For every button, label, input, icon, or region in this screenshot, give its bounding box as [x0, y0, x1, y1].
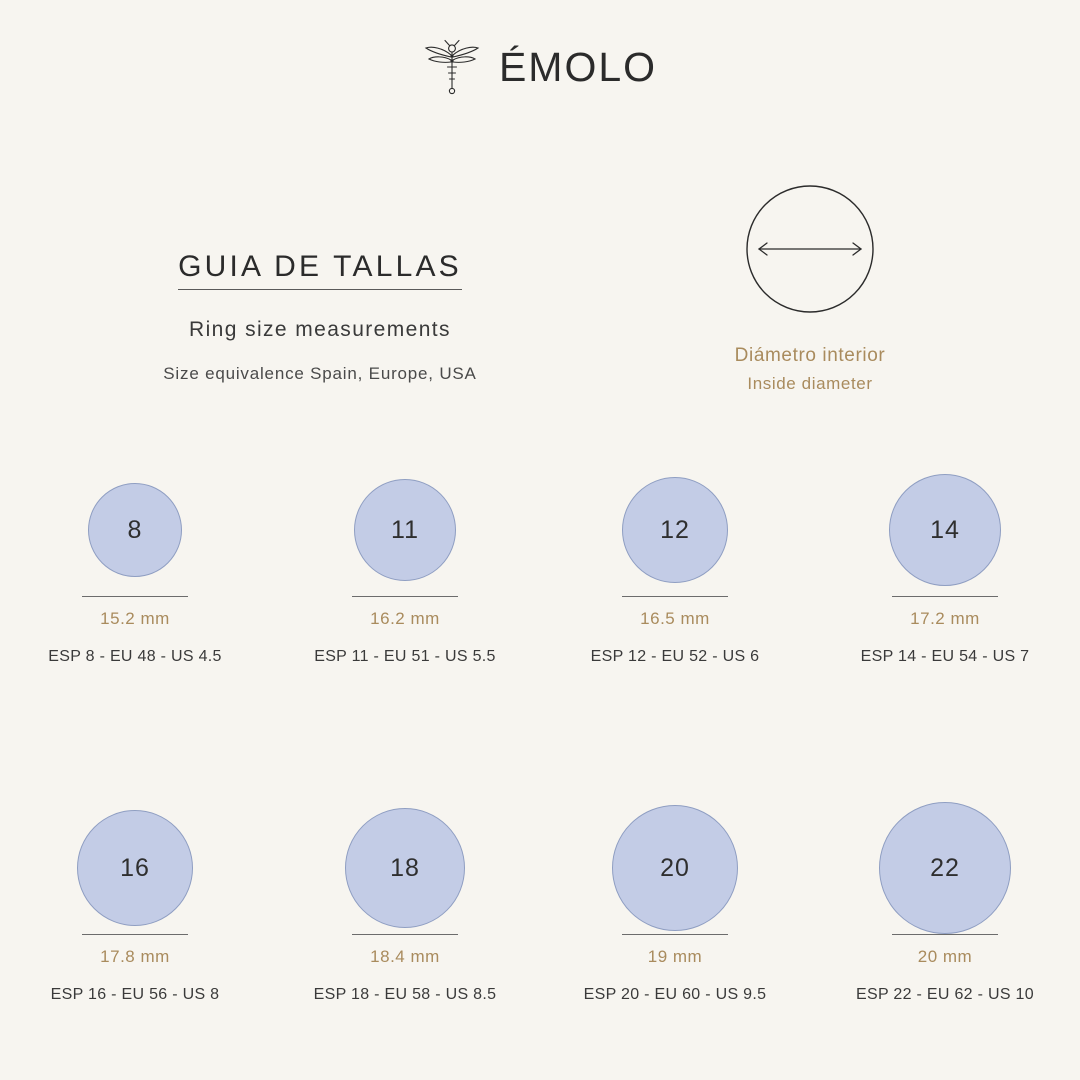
diameter-mm: 18.4 mm [370, 947, 440, 966]
inside-diameter-diagram [620, 182, 1000, 394]
size-equivalence: ESP 14 - EU 54 - US 7 [860, 648, 1030, 665]
size-equivalence: ESP 22 - EU 62 - US 10 [856, 986, 1034, 1003]
size-cell [0, 808, 270, 1004]
ring-size-label: 16 [77, 810, 193, 926]
diameter-mm: 15.2 mm [100, 609, 170, 628]
size-cell [540, 808, 810, 1004]
diameter-mm: 17.2 mm [910, 609, 980, 628]
size-equivalence: ESP 18 - EU 58 - US 8.5 [313, 986, 497, 1003]
ring-size-label: 12 [622, 477, 728, 583]
measure-rule [352, 596, 458, 597]
diagram-label-es: Diámetro interior [734, 345, 886, 366]
diagram-label-en: Inside diameter [747, 374, 873, 393]
size-equivalence: ESP 12 - EU 52 - US 6 [590, 648, 760, 665]
diameter-mm: 16.5 mm [640, 609, 710, 628]
measure-rule [622, 596, 728, 597]
size-cell [540, 470, 810, 666]
diameter-mm: 16.2 mm [370, 609, 440, 628]
ring-graphic [345, 808, 465, 928]
brand-name: ÉMOLO [498, 43, 658, 90]
measure-rule [622, 934, 728, 935]
size-cell [270, 470, 540, 666]
ring-size-label: 20 [612, 805, 738, 931]
measure-rule [352, 934, 458, 935]
measure-rule [82, 596, 188, 597]
ring-graphic [88, 470, 182, 590]
diameter-mm: 19 mm [647, 947, 703, 966]
size-equivalence: ESP 16 - EU 56 - US 8 [50, 986, 220, 1003]
ring-graphic [354, 470, 456, 590]
size-cell [270, 808, 540, 1004]
measure-rule [82, 934, 188, 935]
dragonfly-icon [423, 36, 481, 98]
measure-rule [892, 934, 998, 935]
ring-graphic [612, 808, 738, 928]
heading-block [0, 250, 640, 384]
size-equivalence: ESP 11 - EU 51 - US 5.5 [314, 648, 496, 665]
page-subtitle: Ring size measurements [189, 318, 451, 341]
measure-rule [892, 596, 998, 597]
ring-size-label: 11 [354, 479, 456, 581]
ring-graphic [879, 808, 1011, 928]
inside-diameter-circle-icon [743, 303, 877, 320]
size-cell [0, 470, 270, 666]
ring-graphic [889, 470, 1001, 590]
size-grid-row-2 [0, 770, 1080, 1004]
diameter-mm: 20 mm [917, 947, 973, 966]
size-equivalence: ESP 8 - EU 48 - US 4.5 [48, 648, 222, 665]
size-cell [810, 808, 1080, 1004]
size-equivalence: ESP 20 - EU 60 - US 9.5 [583, 986, 767, 1003]
ring-size-label: 8 [88, 483, 182, 577]
diameter-mm: 17.8 mm [100, 947, 170, 966]
ring-graphic [77, 808, 193, 928]
ring-size-label: 18 [345, 808, 465, 928]
ring-size-label: 22 [879, 802, 1011, 934]
page-title: GUIA DE TALLAS [178, 250, 462, 290]
page-subsubtitle: Size equivalence Spain, Europe, USA [163, 364, 477, 383]
brand-header [0, 36, 1080, 98]
ring-graphic [622, 470, 728, 590]
size-cell [810, 470, 1080, 666]
ring-size-label: 14 [889, 474, 1001, 586]
size-grid-row-1 [0, 470, 1080, 666]
